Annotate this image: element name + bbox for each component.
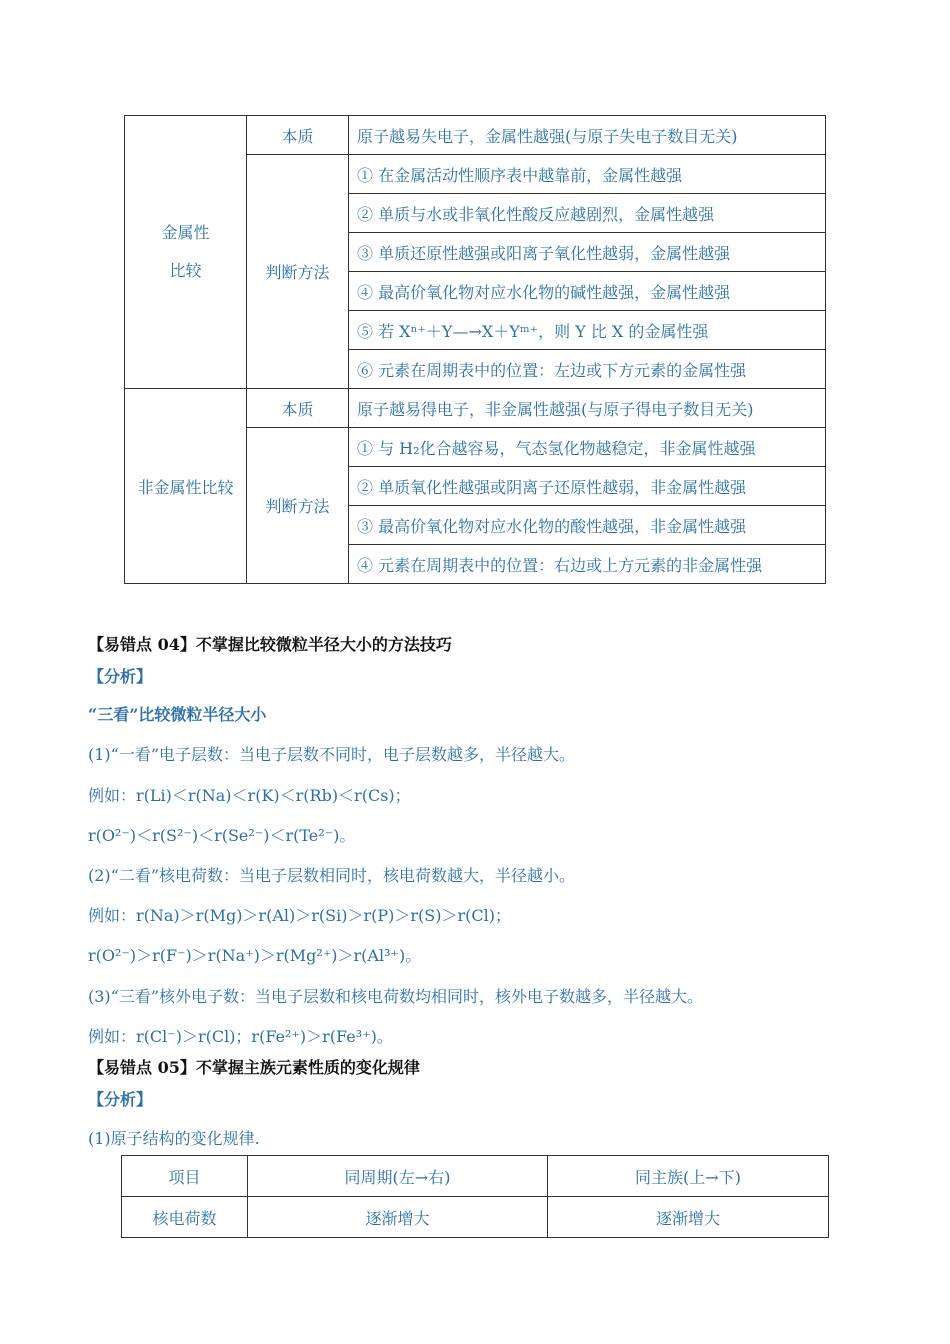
metal-method-4: ④ 最高价氧化物对应水化物的碱性越强，金属性越强 [349,272,826,311]
table-header-row [122,1156,829,1197]
metal-method-1: ① 在金属活动性顺序表中越靠前，金属性越强 [349,155,826,194]
nonmetal-method-4: ④ 元素在周期表中的位置：右边或上方元素的非金属性强 [349,545,826,584]
table-row [122,1197,829,1238]
sec05-heading: 【易错点 05】不掌握主族元素性质的变化规律 [88,1058,420,1077]
nonmetal-method-3: ③ 最高价氧化物对应水化物的酸性越强，非金属性越强 [349,506,826,545]
sec04-p3: (3)“三看”核外电子数：当电子层数和核电荷数均相同时，核外电子数越多，半径越大。 [88,987,704,1006]
sec04-p2: (2)“二看”核电荷数：当电子层数相同时，核电荷数越大，半径越小。 [88,866,576,885]
metal-label-1: 金属性 [161,223,210,242]
metal-essence-label: 本质 [247,116,349,155]
row-period: 逐渐增大 [248,1197,548,1238]
sec05-p1: (1)原子结构的变化规律. [88,1129,260,1148]
nonmetal-method-1: ① 与 H₂化合越容易，气态氢化物越稳定，非金属性越强 [349,428,826,467]
row-label: 核电荷数 [122,1197,248,1238]
sec04-heading: 【易错点 04】不掌握比较微粒半径大小的方法技巧 [88,635,452,654]
nonmetal-essence-label: 本质 [247,389,349,428]
sec04-ex1a: 例如：r(Li)＜r(Na)＜r(K)＜r(Rb)＜r(Cs)； [88,786,411,805]
header-period: 同周期(左→右) [248,1156,548,1197]
sec04-ex3: 例如：r(Cl⁻)＞r(Cl)；r(Fe²⁺)＞r(Fe³⁺)。 [88,1027,393,1046]
nonmetal-method-2: ② 单质氧化性越强或阴离子还原性越弱，非金属性越强 [349,467,826,506]
nonmetal-method-label: 判断方法 [247,428,349,584]
sec04-ex1b: r(O²⁻)＜r(S²⁻)＜r(Se²⁻)＜r(Te²⁻)。 [88,826,356,845]
sec04-analysis: 【分析】 [88,667,153,686]
metal-category-cell [125,116,247,389]
metal-method-3: ③ 单质还原性越强或阳离子氧化性越弱，金属性越强 [349,233,826,272]
header-group: 同主族(上→下) [548,1156,829,1197]
row-group: 逐渐增大 [548,1197,829,1238]
header-item: 项目 [122,1156,248,1197]
element-property-table [124,115,826,584]
metal-method-6: ⑥ 元素在周期表中的位置：左边或下方元素的金属性强 [349,350,826,389]
sec04-ex2b: r(O²⁻)＞r(F⁻)＞r(Na⁺)＞r(Mg²⁺)＞r(Al³⁺)。 [88,946,422,965]
metal-method-label: 判断方法 [247,155,349,389]
sec05-analysis: 【分析】 [88,1090,153,1109]
sec04-p1: (1)“一看”电子层数：当电子层数不同时，电子层数越多，半径越大。 [88,745,576,764]
metal-essence-text: 原子越易失电子，金属性越强(与原子失电子数目无关) [349,116,826,155]
sec04-subtitle: “三看”比较微粒半径大小 [88,705,267,724]
sec04-ex2a: 例如：r(Na)＞r(Mg)＞r(Al)＞r(Si)＞r(P)＞r(S)＞r(Cl)； [88,906,511,925]
metal-method-5: ⑤ 若 Xⁿ⁺＋Y—→X＋Yᵐ⁺，则 Y 比 X 的金属性强 [349,311,826,350]
atomic-structure-table [121,1155,829,1238]
metal-method-2: ② 单质与水或非氧化性酸反应越剧烈，金属性越强 [349,194,826,233]
nonmetal-essence-text: 原子越易得电子，非金属性越强(与原子得电子数目无关) [349,389,826,428]
metal-label-2: 比较 [169,261,202,280]
nonmetal-category-cell: 非金属性比较 [125,389,247,584]
